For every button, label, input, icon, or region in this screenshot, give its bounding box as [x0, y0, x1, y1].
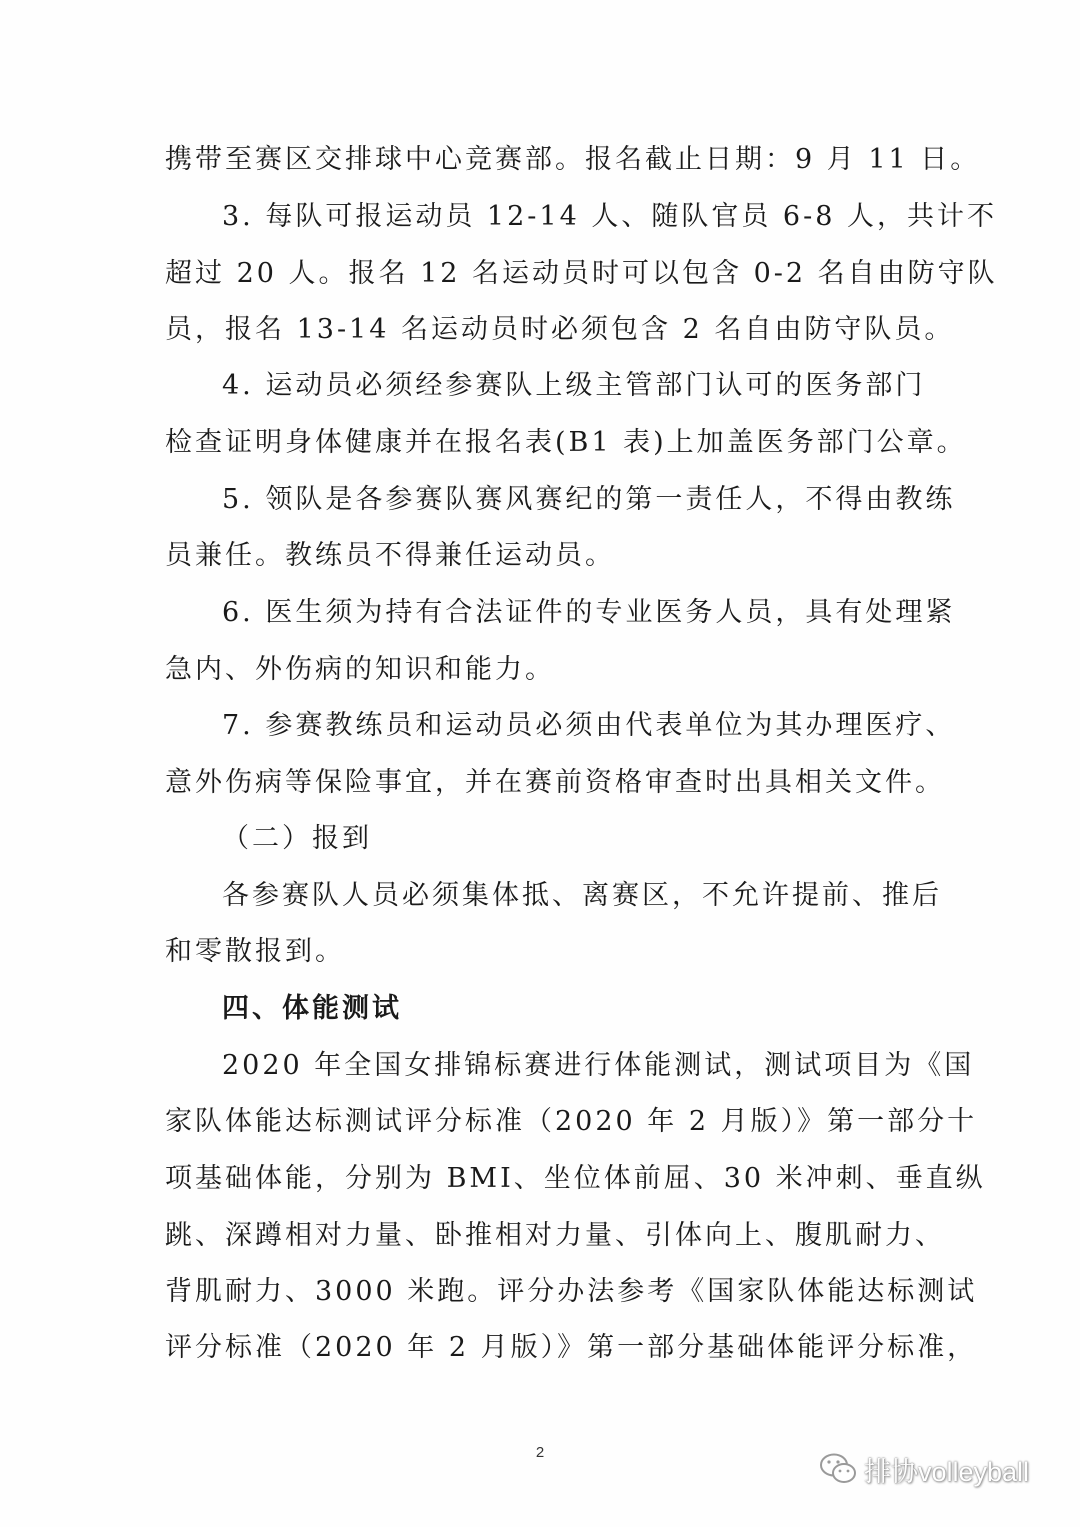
- body-line: 员，报名 13-14 名运动员时必须包含 2 名自由防守队员。: [165, 314, 955, 345]
- body-line: 6. 医生须为持有合法证件的专业医务人员，具有处理紧: [222, 597, 956, 628]
- body-line: 意外伤病等保险事宜，并在赛前资格审查时出具相关文件。: [165, 767, 945, 798]
- body-line: 员兼任。教练员不得兼任运动员。: [165, 540, 615, 571]
- body-line: 和零散报到。: [165, 936, 345, 967]
- body-line: 急内、外伤病的知识和能力。: [165, 654, 555, 685]
- watermark-text: 排协volleyball: [864, 1456, 1030, 1487]
- body-line: 背肌耐力、3000 米跑。评分办法参考《国家队体能达标测试: [165, 1276, 978, 1307]
- body-line: 3. 每队可报运动员 12-14 人、随队官员 6-8 人，共计不: [222, 201, 997, 232]
- body-line: 各参赛队人员必须集体抵、离赛区，不允许提前、推后: [222, 880, 942, 911]
- page-number: 2: [535, 1444, 545, 1461]
- watermark: [818, 1449, 1029, 1489]
- wechat-icon: [818, 1451, 858, 1487]
- body-line: 4. 运动员必须经参赛队上级主管部门认可的医务部门: [222, 370, 926, 401]
- body-line: 跳、深蹲相对力量、卧推相对力量、引体向上、腹肌耐力、: [165, 1220, 945, 1251]
- body-line: 项基础体能，分别为 BMI、坐位体前屈、30 米冲刺、垂直纵: [165, 1163, 986, 1194]
- body-line: 7. 参赛教练员和运动员必须由代表单位为其办理医疗、: [222, 710, 956, 741]
- body-line: 超过 20 人。报名 12 名运动员时可以包含 0-2 名自由防守队: [165, 258, 998, 289]
- section-heading: 四、体能测试: [222, 993, 402, 1024]
- body-line: 评分标准（2020 年 2 月版）》第一部分基础体能评分标准，: [165, 1332, 978, 1363]
- body-line: 检查证明身体健康并在报名表(B1 表)上加盖医务部门公章。: [165, 427, 967, 458]
- body-line: 携带至赛区交排球中心竞赛部。报名截止日期：9 月 11 日。: [165, 144, 981, 175]
- body-line: 2020 年全国女排锦标赛进行体能测试，测试项目为《国: [222, 1050, 975, 1081]
- body-line: 5. 领队是各参赛队赛风赛纪的第一责任人，不得由教练: [222, 484, 956, 515]
- section-subheading: （二）报到: [222, 823, 372, 854]
- body-line: 家队体能达标测试评分标准（2020 年 2 月版）》第一部分十: [165, 1106, 978, 1137]
